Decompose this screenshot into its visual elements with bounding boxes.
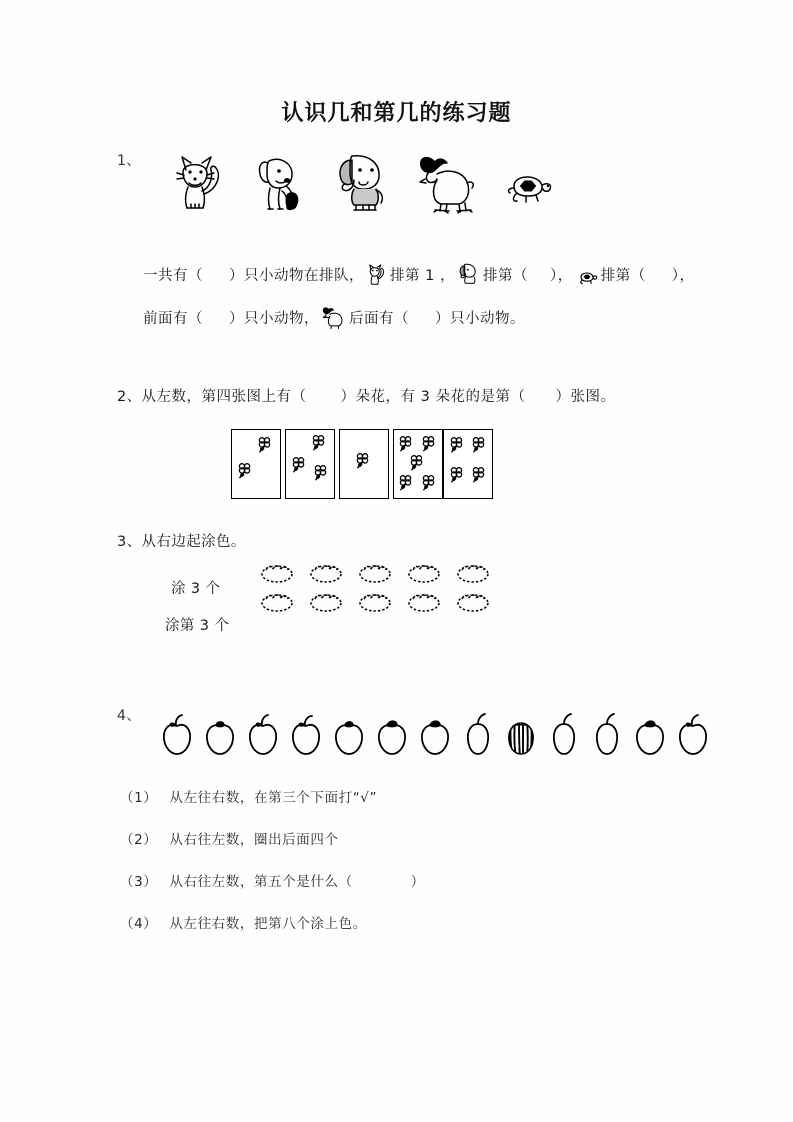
apple-icon [676,713,710,757]
question-1-line-1 [143,262,694,288]
question-4-apple-row [160,713,710,757]
sub-3-label: （3） [120,874,158,890]
q1-l2-seg-c: 后面有（ [349,311,409,327]
flower-icon [236,462,253,479]
flower-icon [470,436,487,453]
flower-icon [420,474,437,491]
elephant-icon [332,150,394,212]
q1-l2-seg-b: ）只小动物， [229,311,319,327]
goat-icon [415,150,481,212]
apple-icon [332,713,366,757]
q1-l2-seg-d: ）只小动物。 [435,311,525,327]
bun-icon [259,562,295,584]
dog-icon [252,150,310,212]
q1-seg-g: ）， [671,268,695,284]
bun-icon [406,562,442,584]
sub-1-label: （1） [120,790,158,806]
apple-icon [160,713,194,757]
q2-prompt-a: 从左数，第四张图上有（ [141,389,307,405]
q1-seg-e: ）， [549,268,573,284]
page-title: 认识几和第几的练习题 [281,101,512,126]
question-4-number: 4、 [117,708,141,724]
bun-icon [259,591,295,613]
flower-card-3 [339,429,389,499]
bun-icon [357,562,393,584]
apple-icon [547,713,581,757]
question-1-line-2 [143,305,525,331]
question-3-bun-row-2 [259,591,491,613]
q1-seg-f: 排第（ [600,268,646,284]
sub-2-label: （2） [120,832,158,848]
flower-icon [354,452,371,469]
q3-prompt-text: 从右边起涂色。 [141,534,246,550]
question-1-number: 1、 [117,153,141,169]
question-1-animal-row [160,150,540,212]
flower-icon [310,434,327,451]
flower-icon [312,464,329,481]
question-3-prompt [117,531,246,554]
sub-4-label: （4） [120,916,158,932]
apple-icon [375,713,409,757]
question-3-bun-row-1 [259,562,491,584]
apple-icon-striped [504,713,538,757]
question-4-sub-3 [120,870,425,890]
flower-icon [470,466,487,483]
question-2-prompt [117,386,615,409]
question-3-row-2-label: 涂第 3 个 [165,618,230,634]
sub-3-tail: ） [410,874,425,890]
q1-seg-a: 一共有（ [143,268,203,284]
bun-icon [455,562,491,584]
flower-card-1 [231,429,281,499]
bun-icon [455,591,491,613]
sub-3-text: 从右往左数，第五个是什么（ [169,874,353,890]
apple-icon [203,713,237,757]
bun-icon [308,562,344,584]
cat-icon-inline [366,262,388,286]
flower-icon [397,435,414,452]
question-4-sub-4 [120,912,367,932]
question-2-flower-cards [231,429,493,499]
q2-prompt-b: ）朵花，有 3 朵花的是第（ [340,389,526,405]
apple-icon [418,713,452,757]
q2-prompt-c: ）张图。 [555,389,616,405]
bun-icon [308,591,344,613]
apple-icon [289,713,323,757]
flower-card-5 [443,429,493,499]
question-4-sub-1 [120,786,377,806]
flower-icon [448,466,465,483]
q1-seg-b: ）只小动物在排队， [229,268,364,284]
flower-icon [420,435,437,452]
sub-4-text: 从左往右数，把第八个涂上色。 [169,916,367,932]
elephant-icon-inline [457,262,481,286]
cat-icon [172,150,230,212]
q1-seg-c: 排第 1 ， [390,268,455,284]
flower-icon [290,456,307,473]
apple-icon [633,713,667,757]
bun-icon [357,591,393,613]
flower-card-2 [285,429,335,499]
goat-icon-inline [321,305,347,329]
question-3-number: 3、 [117,534,142,550]
turtle-icon-inline [575,266,599,286]
flower-icon [397,474,414,491]
flower-card-4 [393,429,443,499]
sub-1-text: 从左往右数，在第三个下面打“√” [169,790,378,806]
flower-icon [448,436,465,453]
apple-icon [590,713,624,757]
q1-l2-seg-a: 前面有（ [143,311,203,327]
apple-icon [246,713,280,757]
question-4-sub-2 [120,828,339,848]
flower-icon [408,454,425,471]
sub-2-text: 从右往左数，圈出后面四个 [169,832,339,848]
apple-icon [461,713,495,757]
flower-icon [256,436,273,453]
question-3-row-1-label: 涂 3 个 [171,581,221,597]
q1-seg-d: 排第（ [482,268,528,284]
bun-icon [406,591,442,613]
question-2-number: 2、 [117,389,142,405]
turtle-icon [500,162,556,206]
